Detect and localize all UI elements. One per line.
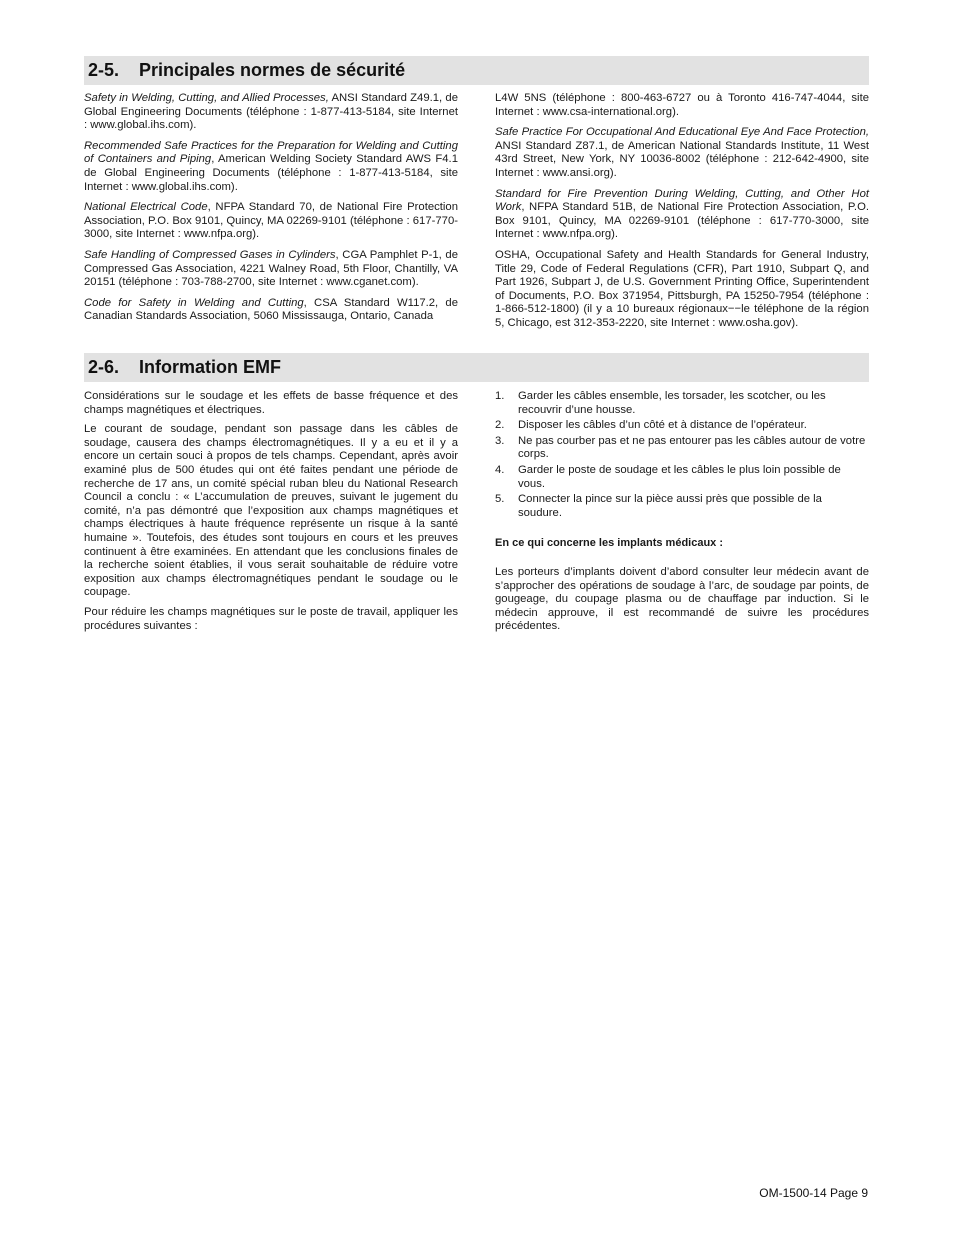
emf-paragraph: Le courant de soudage, pendant son passage dans les câbles de soudage, causera des champs électromagnétiques. Il y a eu et il y a encore un certain souci à propos de tels champs. Cependant, après avoir examiné plus de 500 études qui ont été faites pendant une période de recherche de 17 ans, un comité spécial ruban bleu du National Research Council a conclu : « L’accumulation de preuves, suivant le jugement du comité, n’a pas démontré que l’exposition aux champs magnétiques et champs électriques à haute fréquence représente un risque à la santé humaine ». Toutefois, des études sont toujours en cours et les preuves continuent à être examinées. En attendant que les conclusions finales de la recherche soient établies, il vous serait souhaitable de réduire votre exposition aux champs électromagnétiques pendant le soudage ou le coupage. bbox=[84, 423, 458, 599]
list-number: 3. bbox=[495, 434, 505, 447]
standard-entry bbox=[84, 92, 458, 133]
list-item bbox=[495, 419, 869, 433]
standard-entry bbox=[495, 92, 869, 119]
list-text: Disposer les câbles d’un côté et à distance de l’opérateur. bbox=[518, 419, 807, 432]
standard-details: L4W 5NS (téléphone : 800-463-6727 ou à Toronto 416-747-4044, site Internet : www.csa-international.org). bbox=[495, 92, 869, 118]
list-text: Garder le poste de soudage et les câbles le plus loin possible de vous. bbox=[518, 463, 841, 490]
standard-title: Code for Safety in Welding and Cutting bbox=[84, 296, 304, 309]
list-number: 5. bbox=[495, 493, 505, 506]
standard-entry bbox=[495, 126, 869, 180]
standard-details: ANSI Standard Z49.1, de Global Engineering Documents (téléphone : 1-877-413-5184, site Internet : www.global.ihs.com). bbox=[84, 92, 458, 132]
standard-details: , CSA Standard W117.2, de Canadian Standards Association, 5060 Mississauga, Ontario, Canada bbox=[84, 296, 458, 323]
emf-paragraph: Pour réduire les champs magnétiques sur le poste de travail, appliquer les procédures suivantes : bbox=[84, 605, 458, 632]
emf-right-column bbox=[495, 390, 869, 641]
standard-entry bbox=[84, 297, 458, 324]
standard-entry bbox=[495, 188, 869, 242]
standards-left-column bbox=[84, 92, 458, 331]
section-heading-2-6 bbox=[84, 353, 869, 382]
emf-procedure-list bbox=[495, 390, 869, 520]
standard-title: Safe Practice For Occupational And Educational Eye And Face Protection, bbox=[495, 126, 869, 139]
standard-details: , CGA Pamphlet P-1, de Compressed Gas Association, 4221 Walney Road, 5th Floor, Chantilly, VA 20151 (téléphone : 703-788-2700, site Internet : www.cganet.com). bbox=[84, 248, 459, 289]
implants-heading: En ce qui concerne les implants médicaux : bbox=[495, 537, 724, 550]
list-item bbox=[495, 493, 869, 520]
standard-entry bbox=[84, 140, 458, 194]
standard-details: , NFPA Standard 70, de National Fire Protection Association, P.O. Box 9101, Quincy, MA 02269-9101 (téléphone : 617-770-3000, site Internet : www.nfpa.org). bbox=[84, 201, 458, 241]
standard-entry bbox=[84, 249, 458, 290]
list-text: Garder les câbles ensemble, les torsader, les scotcher, ou les recouvrir d’une housse. bbox=[518, 390, 826, 416]
standard-title: National Electrical Code bbox=[84, 201, 208, 214]
standards-right-column bbox=[495, 92, 869, 338]
standard-entry bbox=[84, 201, 458, 242]
list-text: Connecter la pince sur la pièce aussi près que possible de la soudure. bbox=[518, 493, 822, 519]
standard-details: , American Welding Society Standard AWS F4.1 de Global Engineering Documents (téléphone : 1-877-413-5184, site Internet : www.global.ihs.com). bbox=[84, 153, 458, 193]
list-text: Ne pas courber pas et ne pas entourer pas les câbles autour de votre corps. bbox=[518, 434, 866, 461]
standard-title: Safe Handling of Compressed Gases in Cylinders bbox=[84, 248, 336, 261]
list-number: 2. bbox=[495, 419, 505, 432]
standard-title: Recommended Safe Practices for the Preparation for Welding and Cutting of Containers and Piping bbox=[84, 139, 458, 166]
section-title: Information EMF bbox=[139, 357, 281, 377]
list-number: 1. bbox=[495, 390, 505, 402]
emf-left-column bbox=[84, 390, 458, 639]
list-item bbox=[495, 390, 869, 417]
section-number: 2-5. bbox=[88, 60, 120, 80]
standard-details: ANSI Standard Z87.1, de American National Standards Institute, 11 West 43rd Street, New York, NY 10036-8002 (téléphone : 212-642-4900, site Internet : www.ansi.org). bbox=[495, 139, 869, 179]
standard-title: Standard for Fire Prevention During Welding, Cutting, and Other Hot Work bbox=[495, 187, 869, 214]
standard-details: OSHA, Occupational Safety and Health Standards for General Industry, Title 29, Code of Federal Regulations (CFR), Part 1910, Subpart Q, and Part 1926, Subpart J, de U.S. Government Printing Office, Superintendent of Documents, P.O. Box 371954, Pittsburgh, PA 15250-7954 (téléphone : 1-866-512-1800) (il y a 10 bureaux régionaux−−le téléphone de la région 5, Chicago, est 312-353-2220, site Internet : www.osha.gov). bbox=[495, 248, 869, 329]
standard-details: , NFPA Standard 51B, de National Fire Protection Association, P.O. Box 9101, Quincy, MA 02269-9101 (téléphone : 617-770-3000, site Internet : www.nfpa.org). bbox=[495, 201, 869, 241]
page-footer: OM-1500-14 Page 9 bbox=[759, 1186, 868, 1200]
implants-paragraph: Les porteurs d’implants doivent d’abord consulter leur médecin avant de s’approcher des opérations de soudage à l’arc, de soudage par points, de gougeage, du coupage plasma ou de chauffage par induction. Si le médecin approuve, il est recommandé de suivre les procédures précédentes. bbox=[495, 565, 869, 633]
section-title: Principales normes de sécurité bbox=[139, 60, 406, 80]
list-item bbox=[495, 464, 869, 491]
list-item bbox=[495, 435, 869, 462]
standard-entry bbox=[495, 249, 869, 331]
standard-title: Safety in Welding, Cutting, and Allied Processes, bbox=[84, 92, 329, 104]
list-number: 4. bbox=[495, 463, 505, 476]
section-heading-2-5 bbox=[84, 56, 869, 85]
emf-paragraph: Considérations sur le soudage et les effets de basse fréquence et des champs magnétiques et électriques. bbox=[84, 390, 458, 416]
section-number: 2-6. bbox=[88, 357, 120, 377]
